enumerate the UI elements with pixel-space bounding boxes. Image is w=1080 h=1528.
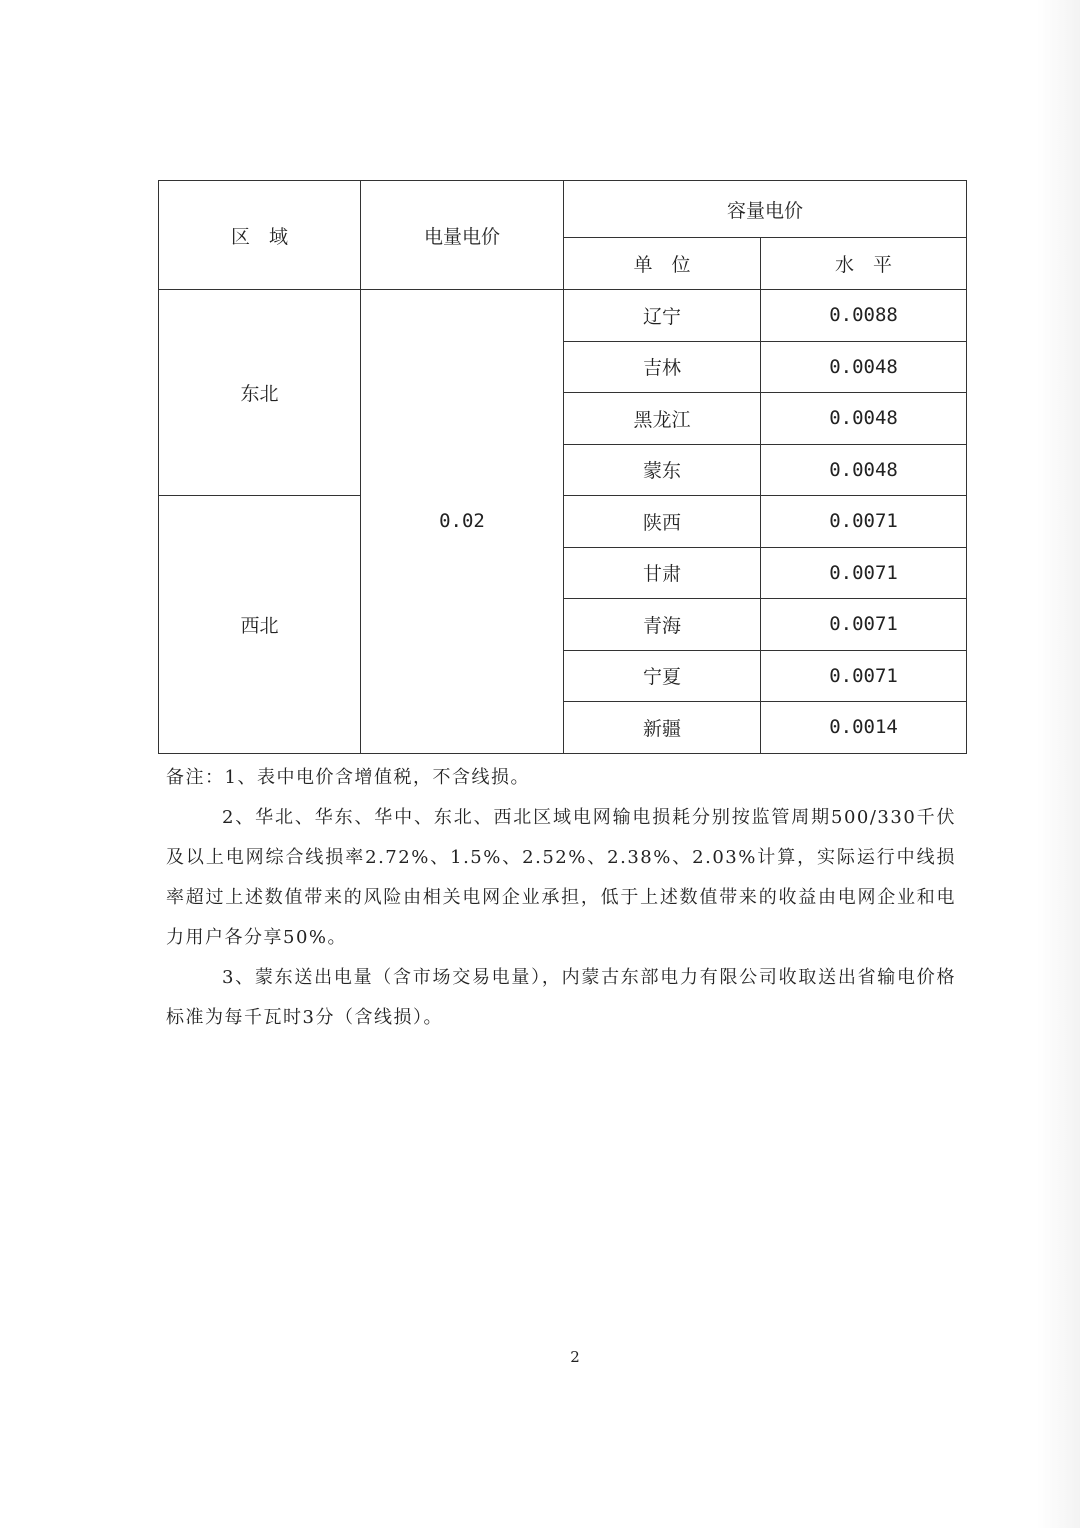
level-cell: 0.0071 [761,599,967,651]
table-row [159,290,967,342]
unit-cell: 陕西 [564,496,761,548]
header-energy-price: 电量电价 [361,181,564,290]
unit-cell: 青海 [564,599,761,651]
unit-cell: 吉林 [564,341,761,393]
note-1: 备注：1、表中电价含增值税，不含线损。 [166,767,530,788]
unit-cell: 新疆 [564,702,761,754]
notes-section [166,758,956,1038]
level-cell: 0.0088 [761,290,967,342]
level-cell: 0.0071 [761,547,967,599]
region-cell: 东北 [159,290,361,496]
header-region: 区 域 [159,181,361,290]
level-cell: 0.0048 [761,444,967,496]
unit-cell: 黑龙江 [564,393,761,445]
energy-price-cell: 0.02 [361,290,564,754]
region-cell: 西北 [159,496,361,754]
note-2: 2、华北、华东、华中、东北、西北区域电网输电损耗分别按监管周期500/330千伏及以上电网综合线损率2.72%、1.5%、2.52%、2.38%、2.03%计算，实际运行中线损率超过上述数值带来的风险由相关电网企业承担，低于上述数值带来的收益由电网企业和电力用户各分享50%。 [166,807,956,948]
header-level: 水 平 [761,238,967,290]
unit-cell: 辽宁 [564,290,761,342]
page-number: 2 [570,1348,580,1366]
level-cell: 0.0071 [761,650,967,702]
header-capacity-price: 容量电价 [564,181,967,238]
level-cell: 0.0048 [761,341,967,393]
note-3: 3、蒙东送出电量（含市场交易电量），内蒙古东部电力有限公司收取送出省输电价格标准为每千瓦时3分（含线损）。 [166,967,956,1028]
unit-cell: 宁夏 [564,650,761,702]
level-cell: 0.0014 [761,702,967,754]
header-unit: 单 位 [564,238,761,290]
level-cell: 0.0071 [761,496,967,548]
transmission-price-table [158,180,967,754]
table-header-row-1 [159,181,967,238]
unit-cell: 甘肃 [564,547,761,599]
unit-cell: 蒙东 [564,444,761,496]
level-cell: 0.0048 [761,393,967,445]
